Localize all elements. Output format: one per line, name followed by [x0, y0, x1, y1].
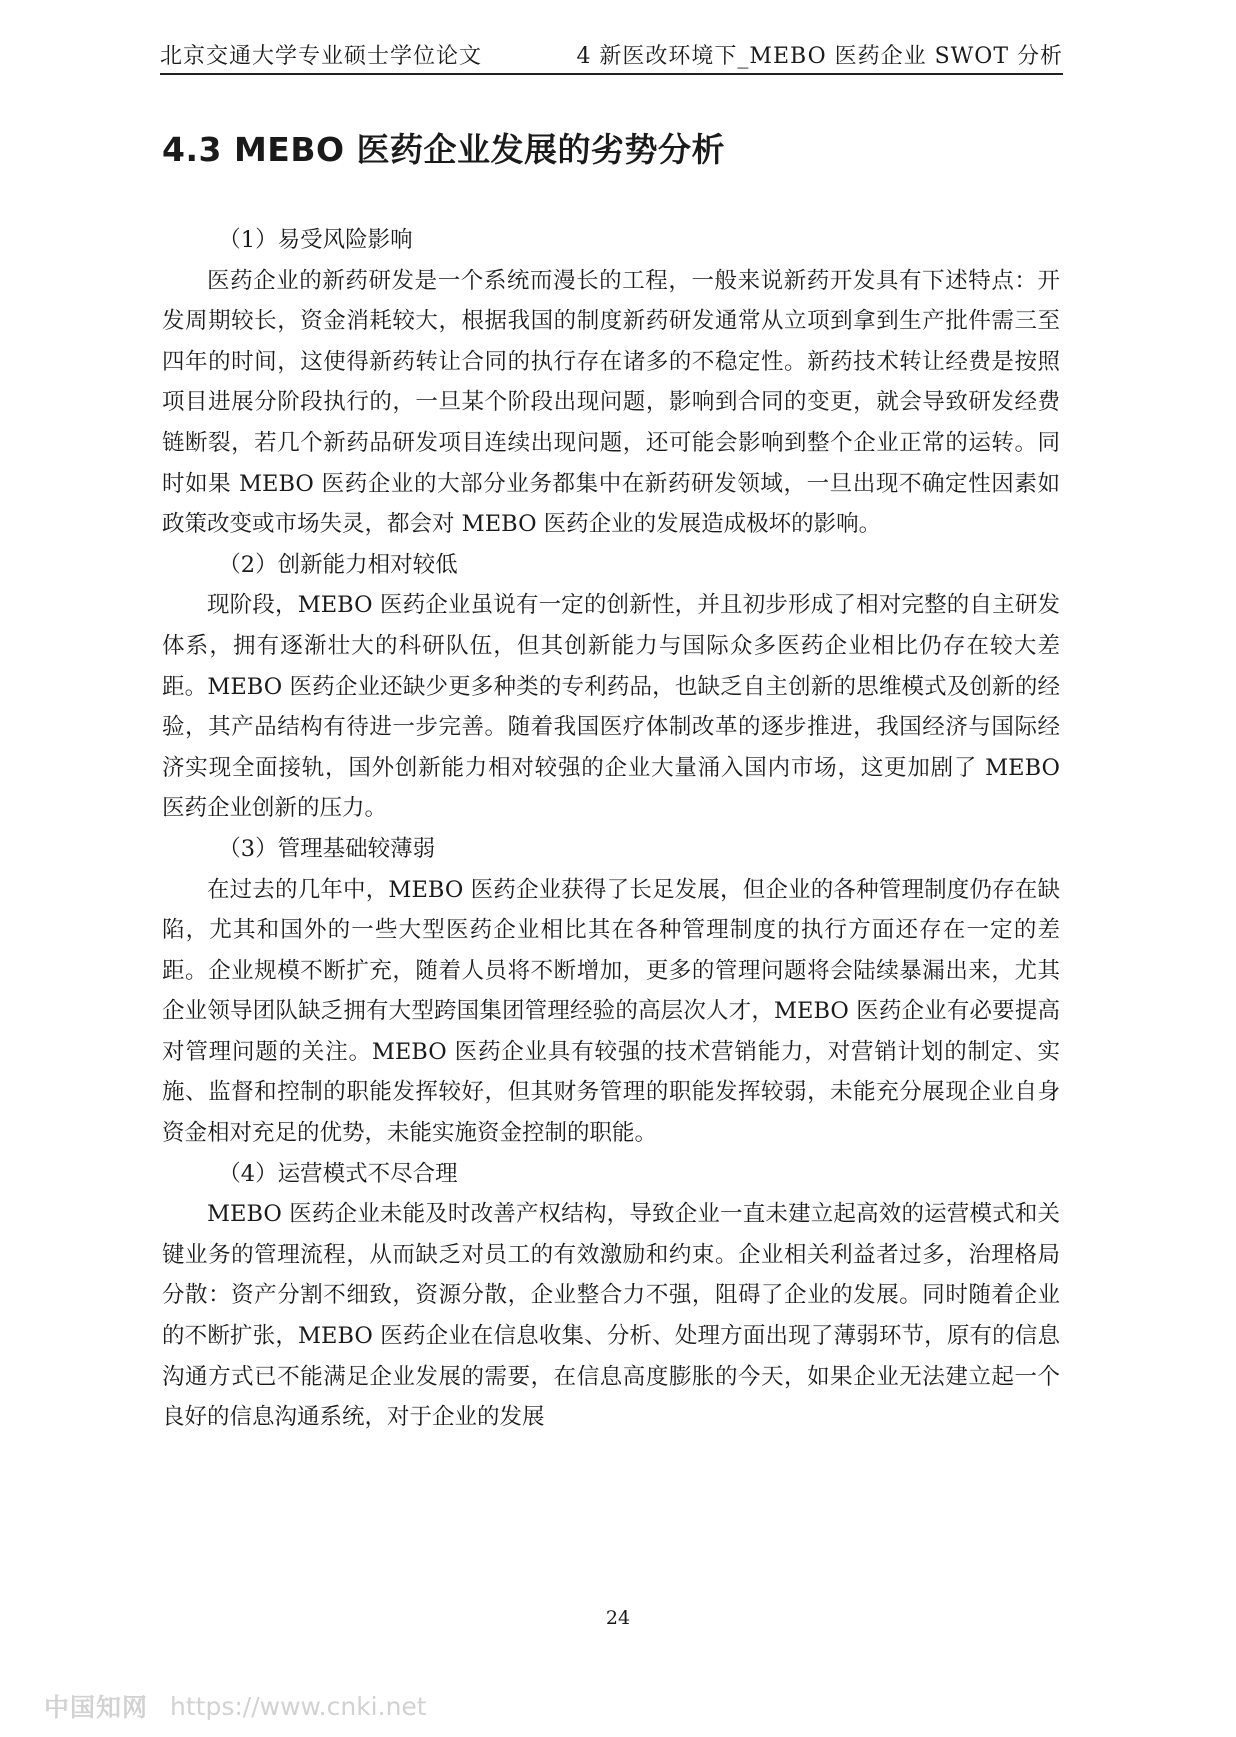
running-header: [160, 36, 1063, 75]
watermark-url: https://www.cnki.net: [170, 1691, 427, 1721]
paragraph-2: 现阶段，MEBO 医药企业虽说有一定的创新性，并且初步形成了相对完整的自主研发体系，拥有逐渐壮大的科研队伍，但其创新能力与国际众多医药企业相比仍存在较大差距。MEBO 医药企业还缺少更多种类的专利药品，也缺乏自主创新的思维模式及创新的经验，其产品结构有待进一步完善。随着我国医疗体制改革的逐步推进，我国经济与国际经济实现全面接轨，国外创新能力相对较强的企业大量涌入国内市场，这更加剧了 MEBO 医药企业创新的压力。: [162, 592, 1060, 822]
paragraph-4: MEBO 医药企业未能及时改善产权结构，导致企业一直未建立起高效的运营模式和关键业务的管理流程，从而缺乏对员工的有效激励和约束。企业相关利益者过多，治理格局分散：资产分割不细致，资源分散，企业整合力不强，阻碍了企业的发展。同时随着企业的不断扩张，MEBO 医药企业在信息收集、分析、处理方面出现了薄弱环节，原有的信息沟通方式已不能满足企业发展的需要，在信息高度膨胀的今天，如果企业无法建立起一个良好的信息沟通系统，对于企业的发展: [162, 1201, 1060, 1431]
body-text: [162, 220, 1060, 1438]
paragraph-1: 医药企业的新药研发是一个系统而漫长的工程，一般来说新药开发具有下述特点：开发周期较长，资金消耗较大，根据我国的制度新药研发通常从立项到拿到生产批件需三至四年的时间，这使得新药转让合同的执行存在诸多的不稳定性。新药技术转让经费是按照项目进展分阶段执行的，一旦某个阶段出现问题，影响到合同的变更，就会导致研发经费链断裂，若几个新药品研发项目连续出现问题，还可能会影响到整个企业正常的运转。同时如果 MEBO 医药企业的大部分业务都集中在新药研发领域，一旦出现不确定性因素如政策改变或市场失灵，都会对 MEBO 医药企业的发展造成极坏的影响。: [162, 267, 1060, 538]
cnki-watermark: [44, 1688, 427, 1724]
header-chapter-title: 4 新医改环境下_MEBO 医药企业 SWOT 分析: [576, 44, 1063, 69]
header-thesis-title: 北京交通大学专业硕士学位论文: [160, 44, 483, 69]
section-title: 4.3 MEBO 医药企业发展的劣势分析: [162, 130, 726, 169]
paragraph-3: 在过去的几年中，MEBO 医药企业获得了长足发展，但企业的各种管理制度仍存在缺陷，尤其和国外的一些大型医药企业相比其在各种管理制度的执行方面还存在一定的差距。企业规模不断扩充，随着人员将不断增加，更多的管理问题将会陆续暴漏出来，尤其企业领导团队缺乏拥有大型跨国集团管理经验的高层次人才，MEBO 医药企业有必要提高对管理问题的关注。MEBO 医药企业具有较强的技术营销能力，对营销计划的制定、实施、监督和控制的职能发挥较好，但其财务管理的职能发挥较弱，未能充分展现企业自身资金相对充足的优势，未能实施资金控制的职能。: [162, 876, 1060, 1147]
subsection-heading-3: （3）管理基础较薄弱: [218, 835, 436, 862]
subsection-heading-4: （4）运营模式不尽合理: [218, 1160, 458, 1187]
page-number: 24: [605, 1607, 631, 1629]
watermark-logo: 中国知网: [44, 1693, 149, 1722]
subsection-heading-2: （2）创新能力相对较低: [218, 551, 458, 578]
subsection-heading-1: （1）易受风险影响: [218, 227, 413, 253]
